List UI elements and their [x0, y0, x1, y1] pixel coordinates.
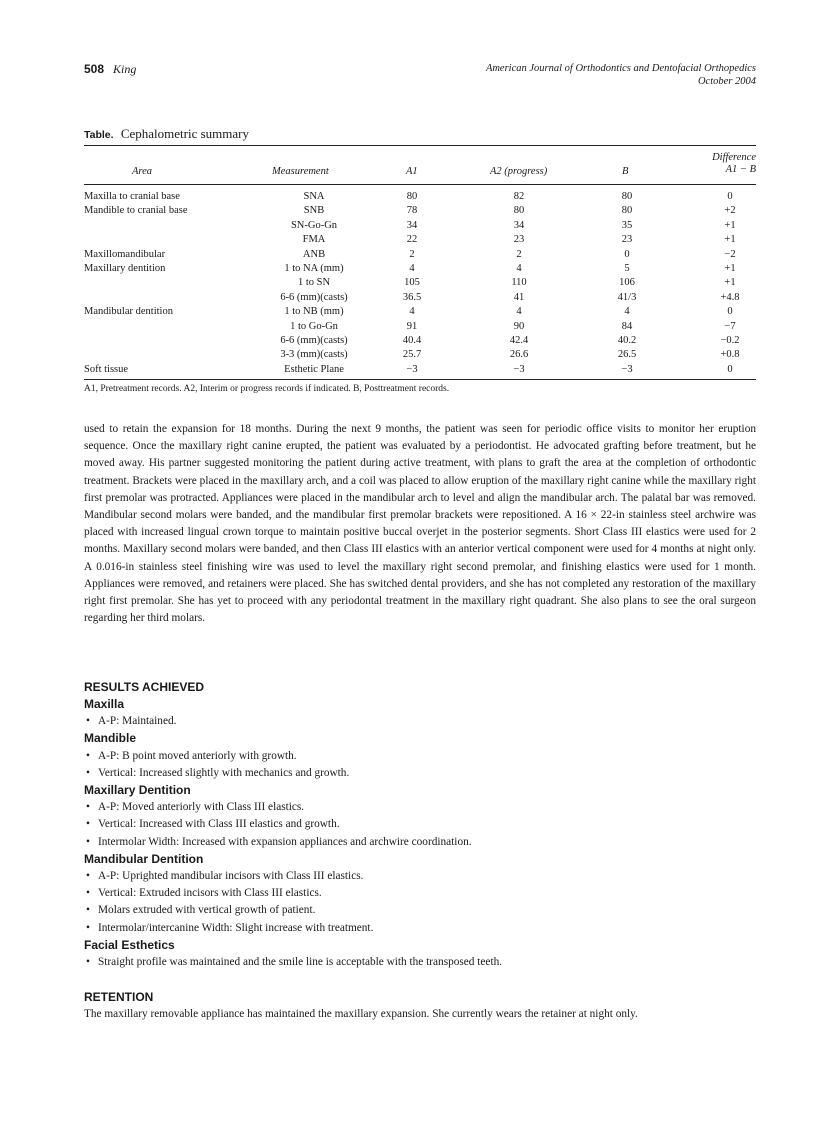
bullet-icon: • — [86, 715, 90, 728]
cell-b: 106 — [619, 277, 635, 289]
cell-difference: +2 — [724, 205, 736, 217]
cell-a1: 80 — [406, 191, 418, 202]
table-row — [84, 363, 756, 377]
table-row — [84, 291, 756, 305]
cell-a2: 42.4 — [509, 334, 529, 346]
cell-a2: 41 — [513, 291, 525, 303]
cell-area: Maxillary dentition — [84, 262, 166, 274]
results-subheading: Maxilla — [84, 697, 125, 711]
cell-b: 26.5 — [617, 349, 637, 361]
bullet-icon: • — [86, 835, 90, 848]
col-header-measurement: Measurement — [272, 166, 329, 177]
cell-b: 0 — [624, 248, 630, 260]
cell-difference: +1 — [724, 234, 736, 246]
bullet-item — [84, 868, 756, 885]
cell-b: −3 — [621, 363, 633, 375]
bullet-item — [84, 799, 756, 816]
cell-measurement: 6-6 (mm)(casts) — [280, 291, 348, 303]
cell-measurement: 1 to Go-Gn — [290, 320, 338, 332]
cell-a1: 91 — [406, 320, 418, 332]
cell-measurement: SNB — [303, 205, 325, 217]
cell-difference: −0.2 — [720, 334, 740, 346]
bullet-text: Molars extruded with vertical growth of patient. — [98, 904, 316, 917]
cell-measurement: 1 to NB (mm) — [284, 306, 344, 318]
cell-b: 35 — [621, 219, 633, 231]
col-header-a2: A2 (progress) — [490, 166, 548, 177]
bullet-icon: • — [86, 801, 90, 814]
cell-b: 5 — [624, 262, 630, 274]
cell-a1: 4 — [409, 262, 415, 274]
cell-measurement: SN-Go-Gn — [290, 219, 338, 231]
retention-section — [84, 989, 756, 1023]
bullet-text: Straight profile was maintained and the smile line is acceptable with the transposed teeth. — [98, 956, 503, 969]
cell-measurement: 1 to NA (mm) — [284, 262, 344, 274]
cell-difference: 0 — [727, 363, 733, 375]
col-header-a1: A1 — [406, 166, 418, 177]
cell-measurement: FMA — [302, 234, 326, 246]
header-right — [486, 62, 756, 88]
table-row — [84, 204, 756, 218]
cell-area: Soft tissue — [84, 363, 129, 375]
cell-a2: 23 — [513, 234, 525, 246]
col-header-difference — [712, 152, 756, 175]
cell-difference: +0.8 — [720, 349, 740, 361]
cell-difference: 0 — [727, 191, 733, 202]
cell-a2: 110 — [511, 277, 527, 289]
bullet-text: A-P: Moved anteriorly with Class III elastics. — [98, 801, 305, 814]
table-bottom-rule — [84, 377, 756, 380]
table-body — [84, 185, 756, 377]
table-footnote: A1, Pretreatment records. A2, Interim or progress records if indicated. B, Posttreatment records. — [84, 384, 450, 395]
cell-b: 84 — [621, 320, 633, 332]
bullet-item — [84, 713, 756, 730]
bullet-item — [84, 902, 756, 919]
cell-measurement: ANB — [302, 248, 326, 260]
results-subheading: Maxillary Dentition — [84, 783, 191, 798]
table-header — [84, 146, 756, 185]
cell-difference: −7 — [724, 320, 736, 332]
cell-difference: 0 — [727, 306, 733, 318]
cell-a1: 40.4 — [402, 334, 422, 346]
cell-b: 41/3 — [617, 291, 637, 303]
table-label: Table. — [84, 129, 114, 141]
cell-a2: 2 — [516, 248, 522, 260]
col-header-b: B — [622, 166, 629, 177]
results-subheading: Mandible — [84, 731, 137, 746]
page-number: 508 — [84, 62, 105, 76]
bullet-item — [84, 920, 756, 937]
results-heading: RESULTS ACHIEVED — [84, 680, 205, 694]
cell-b: 23 — [621, 234, 633, 246]
cell-b: 80 — [621, 191, 633, 202]
bullet-item — [84, 816, 756, 833]
bullet-item — [84, 765, 756, 782]
table-title: Cephalometric summary — [120, 126, 249, 141]
running-author: King — [113, 62, 137, 76]
cell-b: 40.2 — [617, 334, 637, 346]
cell-a2: 26.6 — [509, 349, 529, 361]
table-row — [84, 262, 756, 276]
cell-measurement: 3-3 (mm)(casts) — [280, 349, 348, 361]
cell-measurement: SNA — [303, 191, 325, 202]
bullet-text: A-P: Uprighted mandibular incisors with Class III elastics. — [98, 870, 364, 883]
cell-a1: 34 — [406, 219, 418, 231]
bullet-icon: • — [86, 870, 90, 883]
bullet-text: Intermolar/intercanine Width: Slight increase with treatment. — [98, 921, 374, 934]
cell-measurement: 6-6 (mm)(casts) — [280, 334, 348, 346]
cell-area: Mandible to cranial base — [84, 205, 188, 217]
header-left — [84, 62, 136, 77]
cell-difference: +1 — [724, 277, 736, 289]
cell-a2: 80 — [513, 205, 525, 217]
cell-b: 80 — [621, 205, 633, 217]
table-row — [84, 190, 756, 204]
table-row — [84, 276, 756, 290]
cell-a1: 25.7 — [402, 349, 422, 361]
cell-a1: 36.5 — [402, 291, 422, 303]
bullet-text: A-P: B point moved anteriorly with growth. — [98, 749, 297, 762]
cell-a1: 78 — [406, 205, 418, 217]
cell-difference: +1 — [724, 262, 736, 274]
bullet-icon: • — [86, 818, 90, 831]
bullet-text: A-P: Maintained. — [98, 715, 177, 728]
cell-measurement: Esthetic Plane — [284, 363, 344, 375]
cell-difference: +4.8 — [720, 291, 740, 303]
bullet-item — [84, 748, 756, 765]
bullet-icon: • — [86, 749, 90, 762]
table-row — [84, 219, 756, 233]
cell-a2: 4 — [516, 306, 522, 318]
table-row — [84, 334, 756, 348]
issue-date: October 2004 — [697, 76, 756, 87]
cell-a2: 82 — [513, 191, 525, 202]
col-header-difference-line1: Difference — [712, 152, 756, 163]
cell-area: Mandibular dentition — [84, 306, 173, 318]
bullet-text: Intermolar Width: Increased with expansion appliances and archwire coordination. — [98, 835, 472, 848]
cell-area: Maxillomandibular — [84, 248, 166, 260]
cell-a1: 105 — [404, 277, 420, 289]
results-groups — [84, 696, 756, 971]
bullet-item — [84, 834, 756, 851]
cell-difference: −2 — [724, 248, 736, 260]
table-row — [84, 248, 756, 262]
table-row — [84, 233, 756, 247]
retention-heading: RETENTION — [84, 990, 154, 1004]
cell-b: 4 — [624, 306, 630, 318]
cell-difference: +1 — [724, 219, 736, 231]
table-row — [84, 320, 756, 334]
cell-a1: −3 — [406, 363, 418, 375]
journal-name: American Journal of Orthodontics and Dentofacial Orthopedics — [485, 63, 756, 74]
table-row — [84, 348, 756, 362]
cell-a2: 4 — [516, 262, 522, 274]
table-caption — [84, 126, 249, 142]
cell-a1: 4 — [409, 306, 415, 318]
cell-a1: 2 — [409, 248, 415, 260]
results-subheading: Mandibular Dentition — [84, 851, 204, 866]
col-header-difference-line2: A1 − B — [725, 164, 756, 175]
bullet-item — [84, 885, 756, 902]
bullet-item — [84, 954, 756, 971]
bullet-icon: • — [86, 887, 90, 900]
cell-measurement: 1 to SN — [297, 277, 331, 289]
col-header-area: Area — [132, 166, 153, 177]
cell-a2: −3 — [513, 363, 525, 375]
cell-a2: 90 — [513, 320, 525, 332]
cell-a2: 34 — [513, 219, 525, 231]
bullet-icon: • — [86, 956, 90, 969]
body-paragraph: used to retain the expansion for 18 months. During the next 9 months, the patient was seen for periodic office visits to monitor her eruption sequence. Once the maxillary right canine erupted, the patient was evaluated by a periodontist. He advocated grafting before treatment, but he moved away. His partner suggested monitoring the patient during active treatment, with plans to graft the area at the completion of orthodontic treatment. Brackets were placed in the maxillary arch, and a coil was placed to allow eruption of the maxillary right canine while the maxillary right first premolar was protracted. Appliances were placed in the mandibular arch to level and align the mandibular arch. The palatal bar was removed. Mandibular second molars were banded, and the mandibular first premolar brackets were repositioned. A 16 × 22-in stainless steel archwire was placed with increased lingual crown torque to maintain positive buccal overjet in the posterior segments. Short Class III elastics were used for 2 months. Maxillary second molars were banded, and then Class III elastics with an anterior vertical component were used for 4 months at night only. A 0.016-in stainless steel finishing wire was used to level the maxillary right second premolar, and finishing elastics were used for 1 month. Appliances were removed, and retainers were placed. She has switched dental providers, and she has not completed any restoration of the maxillary right first premolar. She has yet to proceed with any periodontal treatment in the maxillary right quadrant. She also plans to see the oral surgeon regarding her third molars. — [84, 423, 756, 625]
bullet-text: Vertical: Increased with Class III elastics and growth. — [98, 818, 340, 831]
results-subheading: Facial Esthetics — [84, 937, 175, 952]
bullet-icon: • — [86, 766, 90, 779]
cephalometric-table — [84, 145, 756, 394]
bullet-icon: • — [86, 904, 90, 917]
table-row — [84, 305, 756, 319]
cell-a1: 22 — [406, 234, 418, 246]
bullet-icon: • — [86, 921, 90, 934]
bullet-text: Vertical: Increased slightly with mechanics and growth. — [98, 766, 350, 779]
bullet-text: Vertical: Extruded incisors with Class III elastics. — [98, 887, 322, 900]
results-section — [84, 679, 756, 971]
cell-area: Maxilla to cranial base — [84, 191, 180, 202]
retention-text: The maxillary removable appliance has maintained the maxillary expansion. She currently wears the retainer at night only. — [84, 1008, 638, 1020]
